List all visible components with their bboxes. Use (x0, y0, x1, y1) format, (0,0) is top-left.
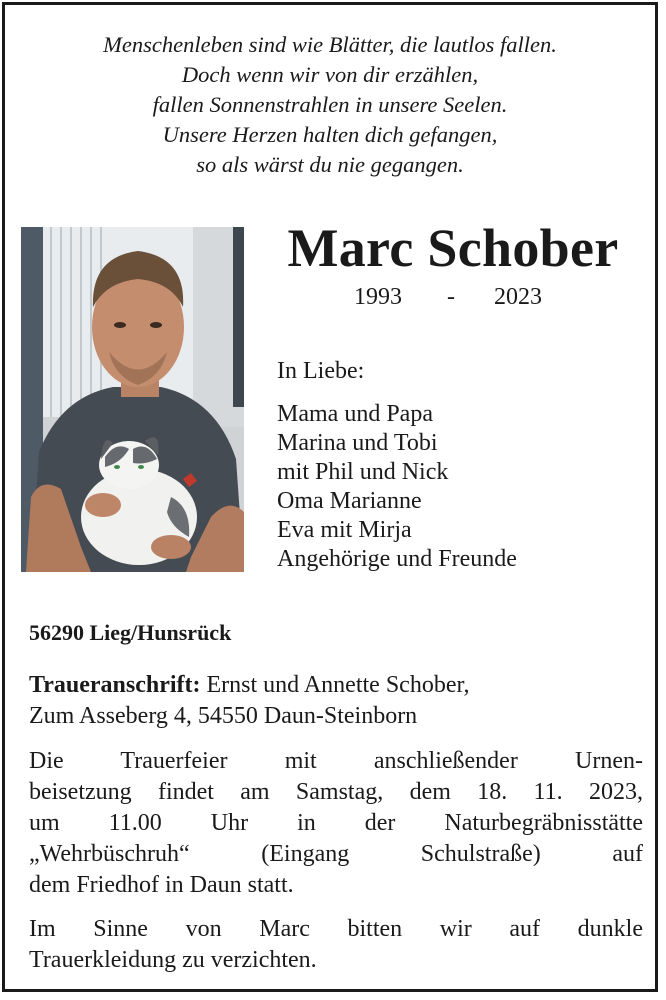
obituary-frame (2, 2, 658, 992)
address-line-1: Ernst und Annette Schober, (200, 672, 470, 698)
wish-line: Trauerkleidung zu verzichten. (29, 947, 317, 973)
portrait-photo (21, 227, 244, 572)
birth-year: 1993 (354, 284, 402, 310)
family-member: Mama und Papa (277, 401, 433, 427)
family-member: Angehörige und Freunde (277, 546, 517, 572)
family-member: mit Phil und Nick (277, 459, 449, 485)
year-separator: - (447, 284, 455, 310)
family-member: Oma Marianne (277, 488, 422, 514)
wish-line: Im Sinne von Marc bitten wir auf dunkle (29, 916, 643, 942)
deceased-name: Marc Schober (287, 218, 619, 278)
poem-line: Unsere Herzen halten dich gefangen, (162, 122, 498, 147)
family-intro: In Liebe: (277, 358, 365, 384)
death-year: 2023 (494, 284, 542, 310)
address-line-2: Zum Asseberg 4, 54550 Daun-Steinborn (29, 703, 418, 729)
family-list (277, 357, 517, 574)
ceremony-line: Die Trauerfeier mit anschließender Urnen- (29, 748, 643, 774)
address-label: Traueranschrift: (29, 672, 201, 698)
family-member: Marina und Tobi (277, 430, 438, 456)
memorial-poem (5, 30, 655, 180)
place-of-residence: 56290 Lieg/Hunsrück (29, 620, 232, 645)
poem-line: fallen Sonnenstrahlen in unsere Seelen. (152, 92, 508, 117)
family-member: Eva mit Mirja (277, 517, 412, 543)
ceremony-line: um 11.00 Uhr in der Naturbegräbnisstätte (29, 810, 643, 836)
portrait-illustration (21, 227, 244, 572)
ceremony-line: dem Friedhof in Daun statt. (29, 872, 294, 898)
poem-line: Menschenleben sind wie Blätter, die lautlos fallen. (103, 32, 557, 57)
mourning-address (29, 670, 470, 732)
poem-line: Doch wenn wir von dir erzählen, (181, 62, 479, 87)
ceremony-line: „Wehrbüschruh“ (Eingang Schulstraße) auf (29, 841, 643, 867)
poem-line: so als wärst du nie gegangen. (196, 152, 464, 177)
ceremony-line: beisetzung findet am Samstag, dem 18. 11. 2023, (29, 779, 643, 805)
dress-code-wish (29, 914, 643, 976)
ceremony-details (29, 746, 643, 901)
